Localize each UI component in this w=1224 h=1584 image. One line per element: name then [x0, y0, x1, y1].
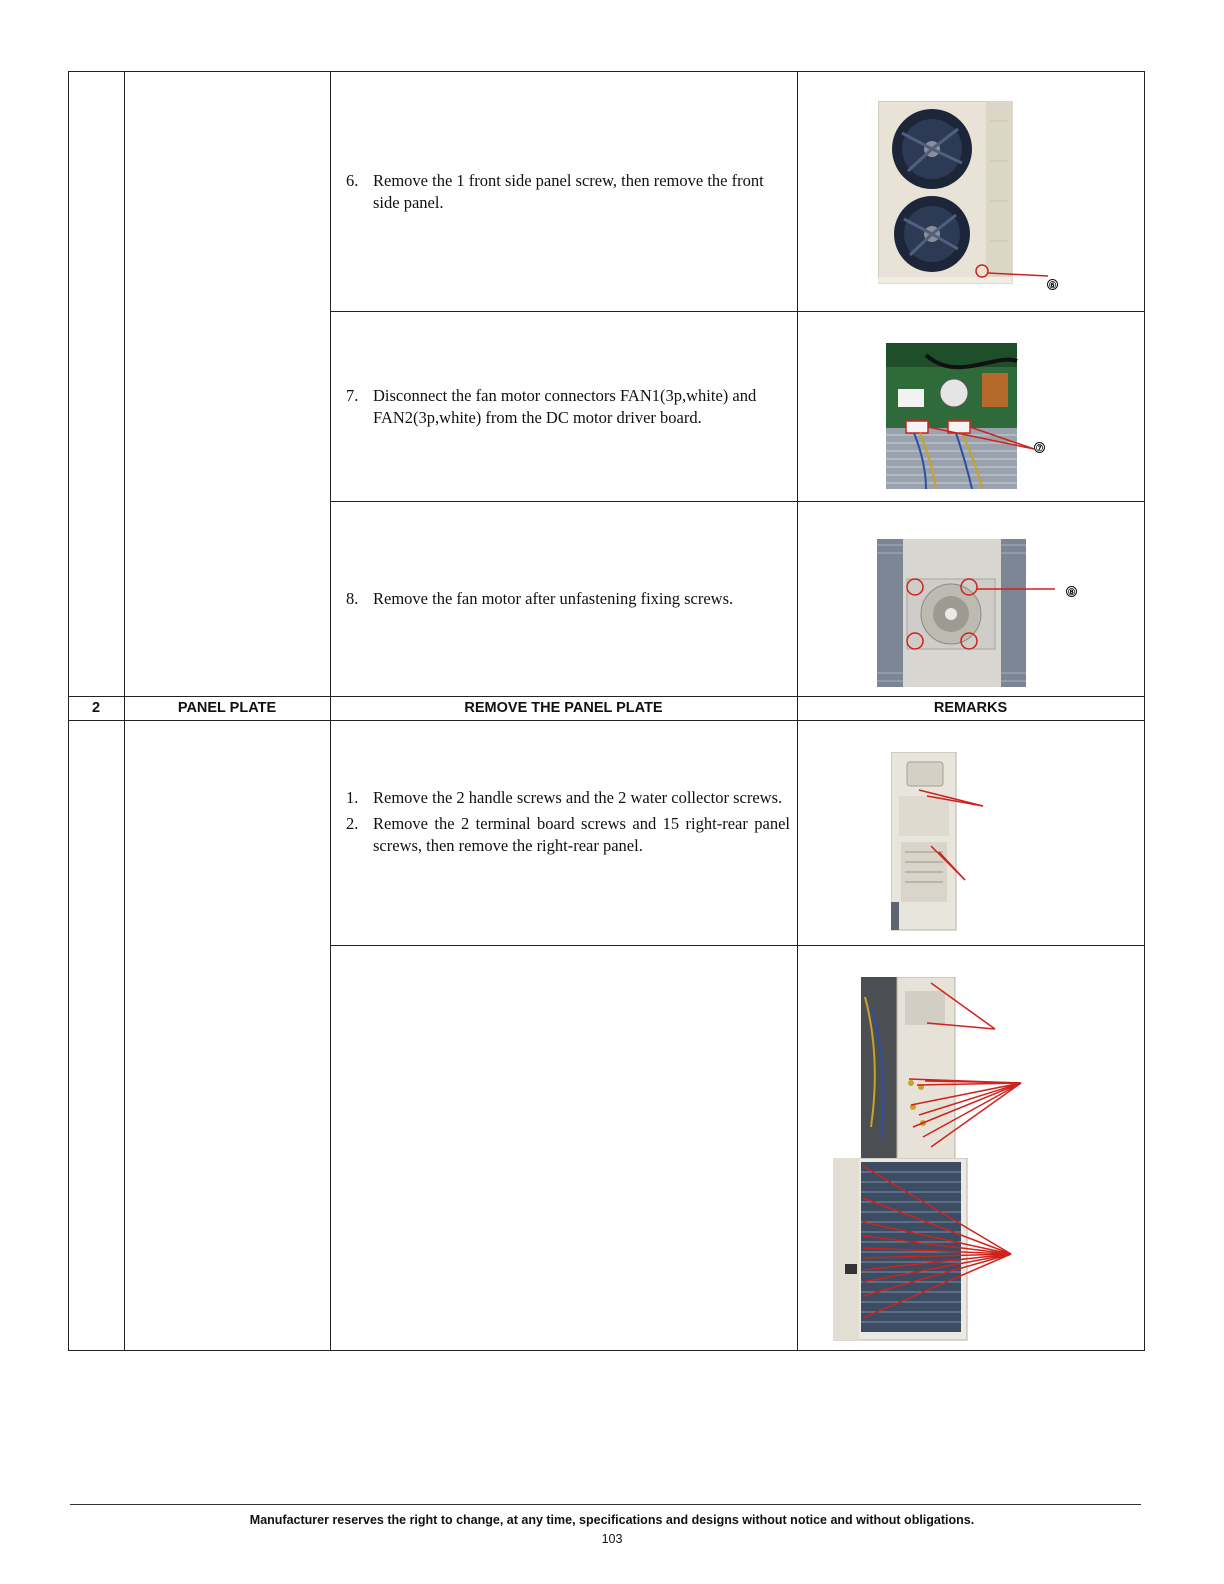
- row-divider: [331, 311, 1145, 312]
- step-number: 7.: [346, 386, 359, 405]
- procedure-header: REMOVE THE PANEL PLATE: [464, 700, 663, 716]
- header-divider-top: [68, 696, 1145, 697]
- footer-disclaimer: Manufacturer reserves the right to change, at any time, specifications and designs without notice and without obligations.: [249, 1513, 975, 1527]
- callout-7: ⑦: [1035, 443, 1044, 453]
- step-text: Disconnect the fan motor connectors FAN1(3p,white) and FAN2(3p,white) from the DC motor driver board.: [373, 386, 757, 427]
- right-rear-panel-coil-photo: [833, 1158, 1018, 1343]
- unit-side-handle-photo: [891, 752, 991, 932]
- callout-6: ⑥: [1048, 280, 1057, 290]
- step-number: 6.: [346, 171, 359, 190]
- row-divider: [331, 945, 1145, 946]
- step-text: Remove the fan motor after unfastening fixing screws.: [373, 589, 734, 608]
- callout-8: ⑧: [1067, 587, 1076, 597]
- step-number: 8.: [346, 589, 359, 608]
- table-border-bottom: [68, 1350, 1145, 1351]
- remarks-header: REMARKS: [933, 700, 1008, 716]
- section-number: 2: [91, 700, 101, 716]
- part-name-header: PANEL PLATE: [177, 700, 277, 716]
- page-number: 103: [601, 1532, 623, 1546]
- step-text: Remove the 2 handle screws and the 2 water collector screws.: [373, 788, 783, 807]
- outdoor-unit-front-photo: [878, 101, 1063, 293]
- footer-divider: [70, 1504, 1141, 1505]
- driver-board-photo: [886, 343, 1046, 489]
- fan-motor-photo: [877, 539, 1062, 687]
- step-text: Remove the 2 terminal board screws and 15 right-rear panel screws, then remove the right-rear panel.: [373, 814, 790, 855]
- step-7: [346, 385, 790, 433]
- header-divider-bottom: [68, 720, 1145, 721]
- step-number: 2.: [346, 814, 359, 833]
- panel-steps: [346, 787, 790, 861]
- row-divider: [331, 501, 1145, 502]
- right-rear-panel-upper-photo: [861, 977, 1026, 1159]
- table-border-right: [1144, 71, 1145, 1351]
- step-6: [346, 170, 790, 218]
- table-border-top: [68, 71, 1145, 72]
- step-text: Remove the 1 front side panel screw, then remove the front side panel.: [373, 171, 764, 212]
- step-number: 1.: [346, 788, 359, 807]
- step-8: [346, 588, 790, 614]
